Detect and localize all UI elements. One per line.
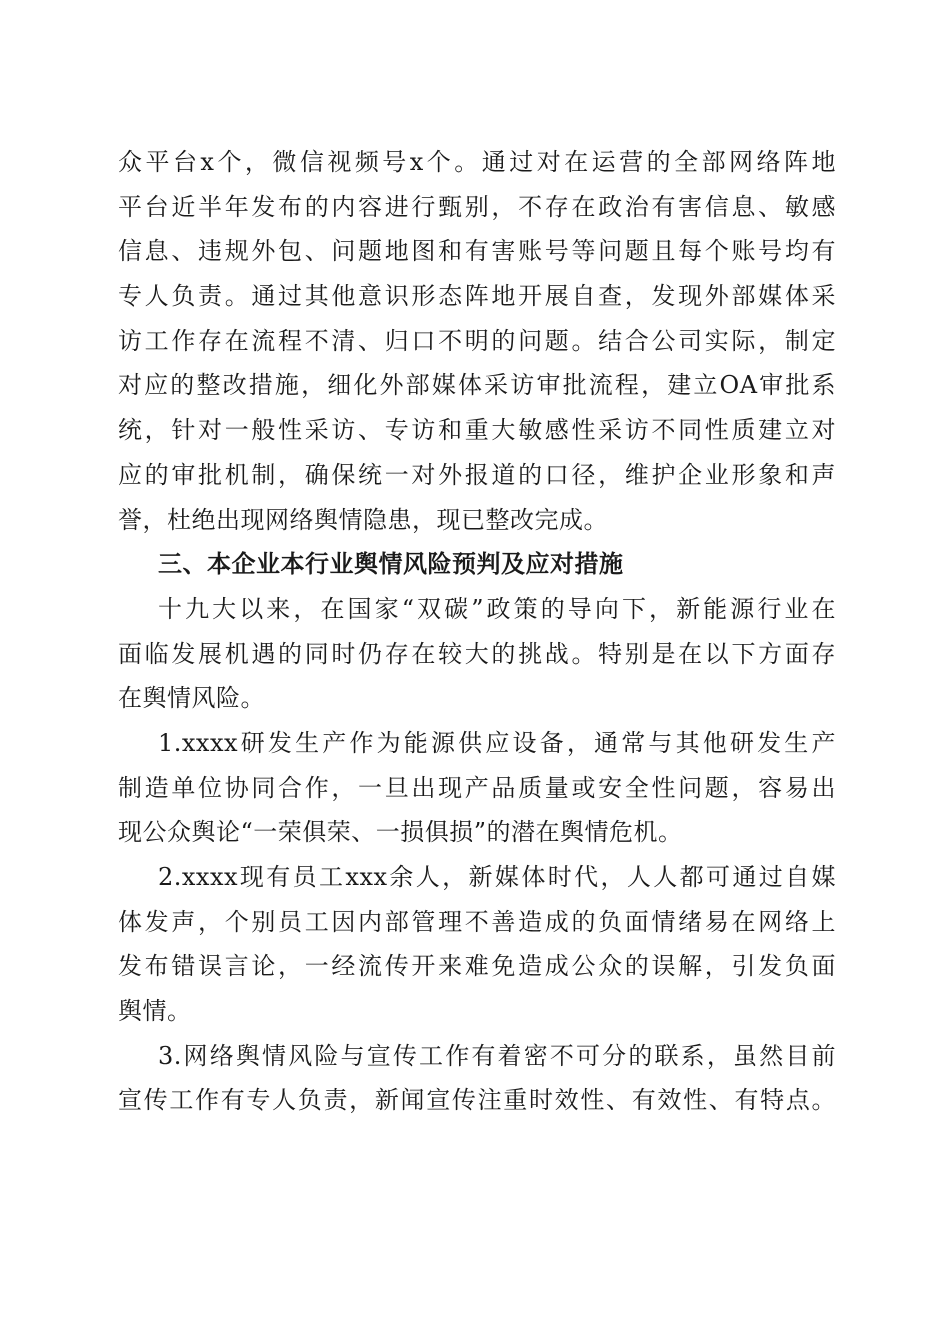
text-line: 众平台x个，微信视频号x个。通过对在运营的全部网络阵地 (118, 148, 836, 176)
text-line: 2.xxxx现有员工xxx余人，新媒体时代，人人都可通过自媒 (158, 863, 836, 891)
text-line: 舆情。 (118, 997, 192, 1026)
text-line: 现公众舆论“一荣俱荣、一损俱损”的潜在舆情危机。 (118, 818, 683, 847)
text-line: 制造单位协同合作，一旦出现产品质量或安全性问题，容易出 (118, 773, 836, 802)
text-line: 平台近半年发布的内容进行甄别，不存在政治有害信息、敏感 (118, 192, 836, 221)
list-item-1 (118, 721, 836, 855)
list-item-2 (118, 855, 836, 1034)
text-line: 应的审批机制，确保统一对外报道的口径，维护企业形象和声 (118, 460, 836, 489)
text-line: 访工作存在流程不清、归口不明的问题。结合公司实际，制定 (118, 326, 836, 355)
text-line: 1.xxxx研发生产作为能源供应设备，通常与其他研发生产 (158, 728, 836, 757)
text-line: 发布错误言论，一经流传开来难免造成公众的误解，引发负面 (118, 952, 836, 981)
text-line: 在舆情风险。 (118, 684, 265, 713)
text-line: 十九大以来，在国家“双碳”政策的导向下，新能源行业在 (158, 594, 836, 623)
text-line: 体发声，个别员工因内部管理不善造成的负面情绪易在网络上 (118, 907, 836, 936)
text-line: 专人负责。通过其他意识形态阵地开展自查，发现外部媒体采 (118, 282, 836, 311)
text-line: 信息、违规外包、问题地图和有害账号等问题且每个账号均有 (118, 237, 836, 266)
document-body (118, 140, 836, 1123)
text-line: 3.网络舆情风险与宣传工作有着密不可分的联系，虽然目前 (158, 1041, 836, 1070)
text-line: 统，针对一般性采访、专访和重大敏感性采访不同性质建立对 (118, 416, 836, 445)
paragraph-account-review (118, 140, 836, 542)
paragraph-industry-context (118, 587, 836, 721)
text-line: 对应的整改措施，细化外部媒体采访审批流程，建立OA审批系 (118, 371, 836, 400)
list-item-3 (118, 1034, 836, 1123)
text-line: 宣传工作有专人负责，新闻宣传注重时效性、有效性、有特点。 (118, 1086, 836, 1115)
text-line: 誉，杜绝出现网络舆情隐患，现已整改完成。 (118, 505, 608, 534)
text-line: 面临发展机遇的同时仍存在较大的挑战。特别是在以下方面存 (118, 639, 836, 668)
section-heading: 三、本企业本行业舆情风险预判及应对措施 (158, 550, 624, 579)
